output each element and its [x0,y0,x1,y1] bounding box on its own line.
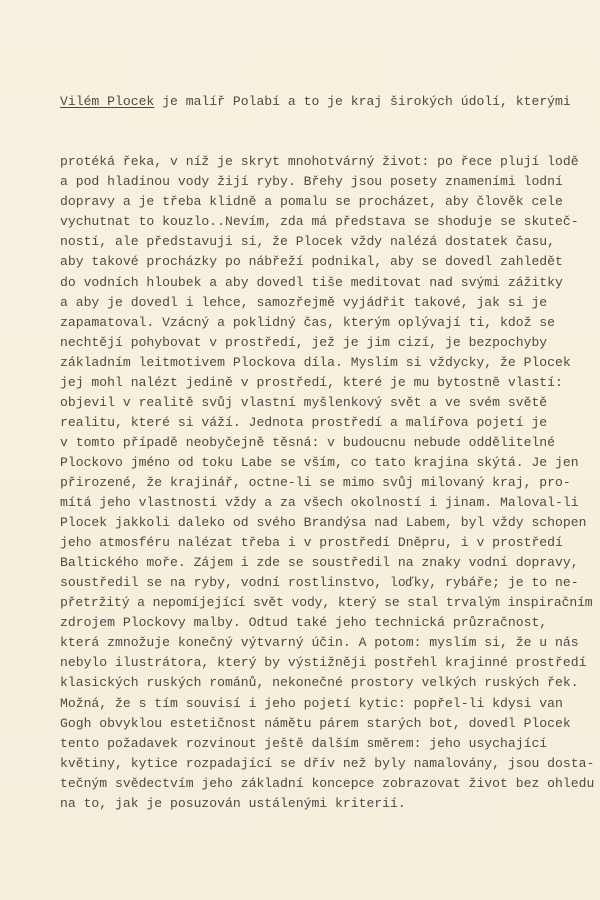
text-line [60,92,596,112]
text-line: v tomto případě neobyčejně těsná: v budoucnu nebude oddělitelné [60,434,556,450]
first-line-text: je malíř Polabí a to je kraj širokých údolí, kterými [154,94,571,110]
text-line: jeho atmosféru nalézat třeba i v prostředí Dněpru, i v prostředí [60,535,563,551]
text-line: klasických ruských románů, nekonečné prostory velkých ruských řek. [60,675,579,691]
text-line: vychutnat to kouzlo..Nevím, zda má představa se shoduje se skuteč- [60,214,579,230]
text-line: zdrojem Plockovy malby. Odtud také jeho technická průzračnost, [60,615,548,631]
text-line: základním leitmotivem Plockova díla. Myslím si vždycky, že Plocek [60,354,571,370]
text-line: do vodních hloubek a aby dovedl tiše meditovat nad svými zážitky [60,274,563,290]
text-line: soustředil se na ryby, vodní rostlinstvo, loďky, rybáře; je to ne- [60,575,579,591]
text-line: tento požadavek rozvinout ještě dalším směrem: jeho usychající [60,735,548,751]
text-line: objevil v realitě svůj vlastní myšlenkový svět a ve svém světě [60,394,548,410]
text-line: květiny, kytice rozpadající se dřív než byly namalovány, jsou dosta- [60,755,595,771]
text-line: ností, ale představuji si, že Plocek vždy nalézá dostatek času, [60,234,556,250]
text-line: nechtějí pohybovat v prostředí, jež je jim cizí, je bezpochyby [60,334,548,350]
text-line: Plocek jakkoli daleko od svého Brandýsa nad Labem, byl vždy schopen [60,515,587,531]
text-line: aby takové procházky po nábřeží podnikal, aby se dovedl zahledět [60,254,563,270]
typewritten-text [60,52,596,854]
text-line: přirozené, že krajinář, octne-li se mimo svůj milovaný kraj, pro- [60,474,571,490]
text-line: tečným svědectvím jeho základní koncepce zobrazovat život bez ohledu [60,775,595,791]
text-line: a pod hladinou vody žijí ryby. Břehy jsou posety znameními lodní [60,174,563,190]
text-line: Gogh obvyklou estetičnost námětu párem starých bot, dovedl Plocek [60,715,571,731]
text-line: na to, jak je posuzován ustálenými kriterií. [60,795,406,811]
text-line: přetržitý a nepomíjející svět vody, který se stal trvalým inspiračním [60,595,593,611]
text-line: která zmnožuje konečný výtvarný účin. A potom: myslím si, že u nás [60,635,579,651]
text-line: Baltického moře. Zájem i zde se soustředil na znaky vodní dopravy, [60,555,579,571]
text-line: Plockovo jméno od toku Labe se vším, co tato krajina skýtá. Je jen [60,454,579,470]
text-line: zapamatoval. Vzácný a poklidný čas, kterým oplývají ti, kdož se [60,314,556,330]
text-line: dopravy a je třeba klidně a pomalu se procházet, aby člověk cele [60,194,563,210]
text-lines [60,152,596,814]
underlined-name: Vilém Plocek [60,94,155,110]
text-line: jej mohl nalézt jedině v prostředí, které je mu bytostně vlastí: [60,374,563,390]
text-line: realitu, které si váží. Jednota prostředí a malířova pojetí je [60,414,548,430]
text-line: Možná, že s tím souvisí i jeho pojetí kytic: popřel-li kdysi van [60,695,563,711]
text-line: protéká řeka, v níž je skryt mnohotvárný život: po řece plují lodě [60,154,579,170]
text-line: nebylo ilustrátora, který by výstižněji postřehl krajinné prostředí [60,655,587,671]
text-line: a aby je dovedl i lehce, samozřejmě vyjádřit takové, jak si je [60,294,548,310]
text-line: mítá jeho vlastnosti vždy a za všech okolností i jinam. Maloval-li [60,495,579,511]
